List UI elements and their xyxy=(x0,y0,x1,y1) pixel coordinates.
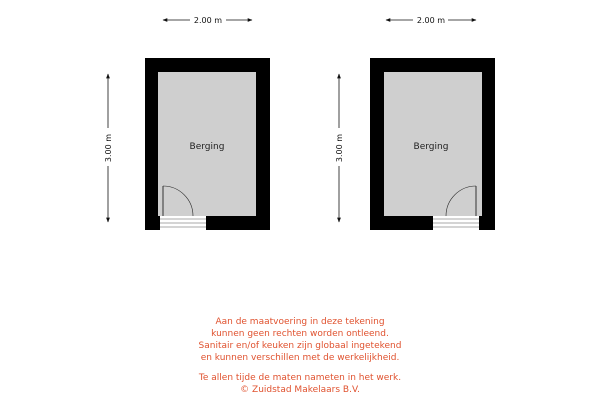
room-label-left: Berging xyxy=(189,142,225,152)
height-dimension-left xyxy=(104,74,113,222)
height-dimension-right xyxy=(335,74,344,222)
height-label-right: 3.00 m xyxy=(335,133,344,163)
disclaimer-line: Te allen tijde de maten nameten in het werk. xyxy=(198,373,402,383)
width-label-right: 2.00 m xyxy=(416,16,446,25)
width-dimension-right xyxy=(386,16,476,25)
storage-plan-left xyxy=(104,16,270,230)
copyright-line: © Zuidstad Makelaars B.V. xyxy=(240,385,360,395)
disclaimer-text xyxy=(150,316,450,396)
disclaimer-line: kunnen geen rechten worden ontleend. xyxy=(211,329,389,339)
disclaimer-line: Sanitair en/of keuken zijn globaal ingetekend xyxy=(198,341,402,351)
disclaimer-line: en kunnen verschillen met de werkelijkheid. xyxy=(200,353,400,363)
height-label-left: 3.00 m xyxy=(104,133,113,163)
width-label-left: 2.00 m xyxy=(193,16,223,25)
width-dimension-left xyxy=(163,16,252,25)
disclaimer-spacer xyxy=(150,364,450,372)
room-label-right: Berging xyxy=(413,142,449,152)
storage-plan-right xyxy=(335,16,495,230)
disclaimer-line: Aan de maatvoering in deze tekening xyxy=(215,317,385,327)
